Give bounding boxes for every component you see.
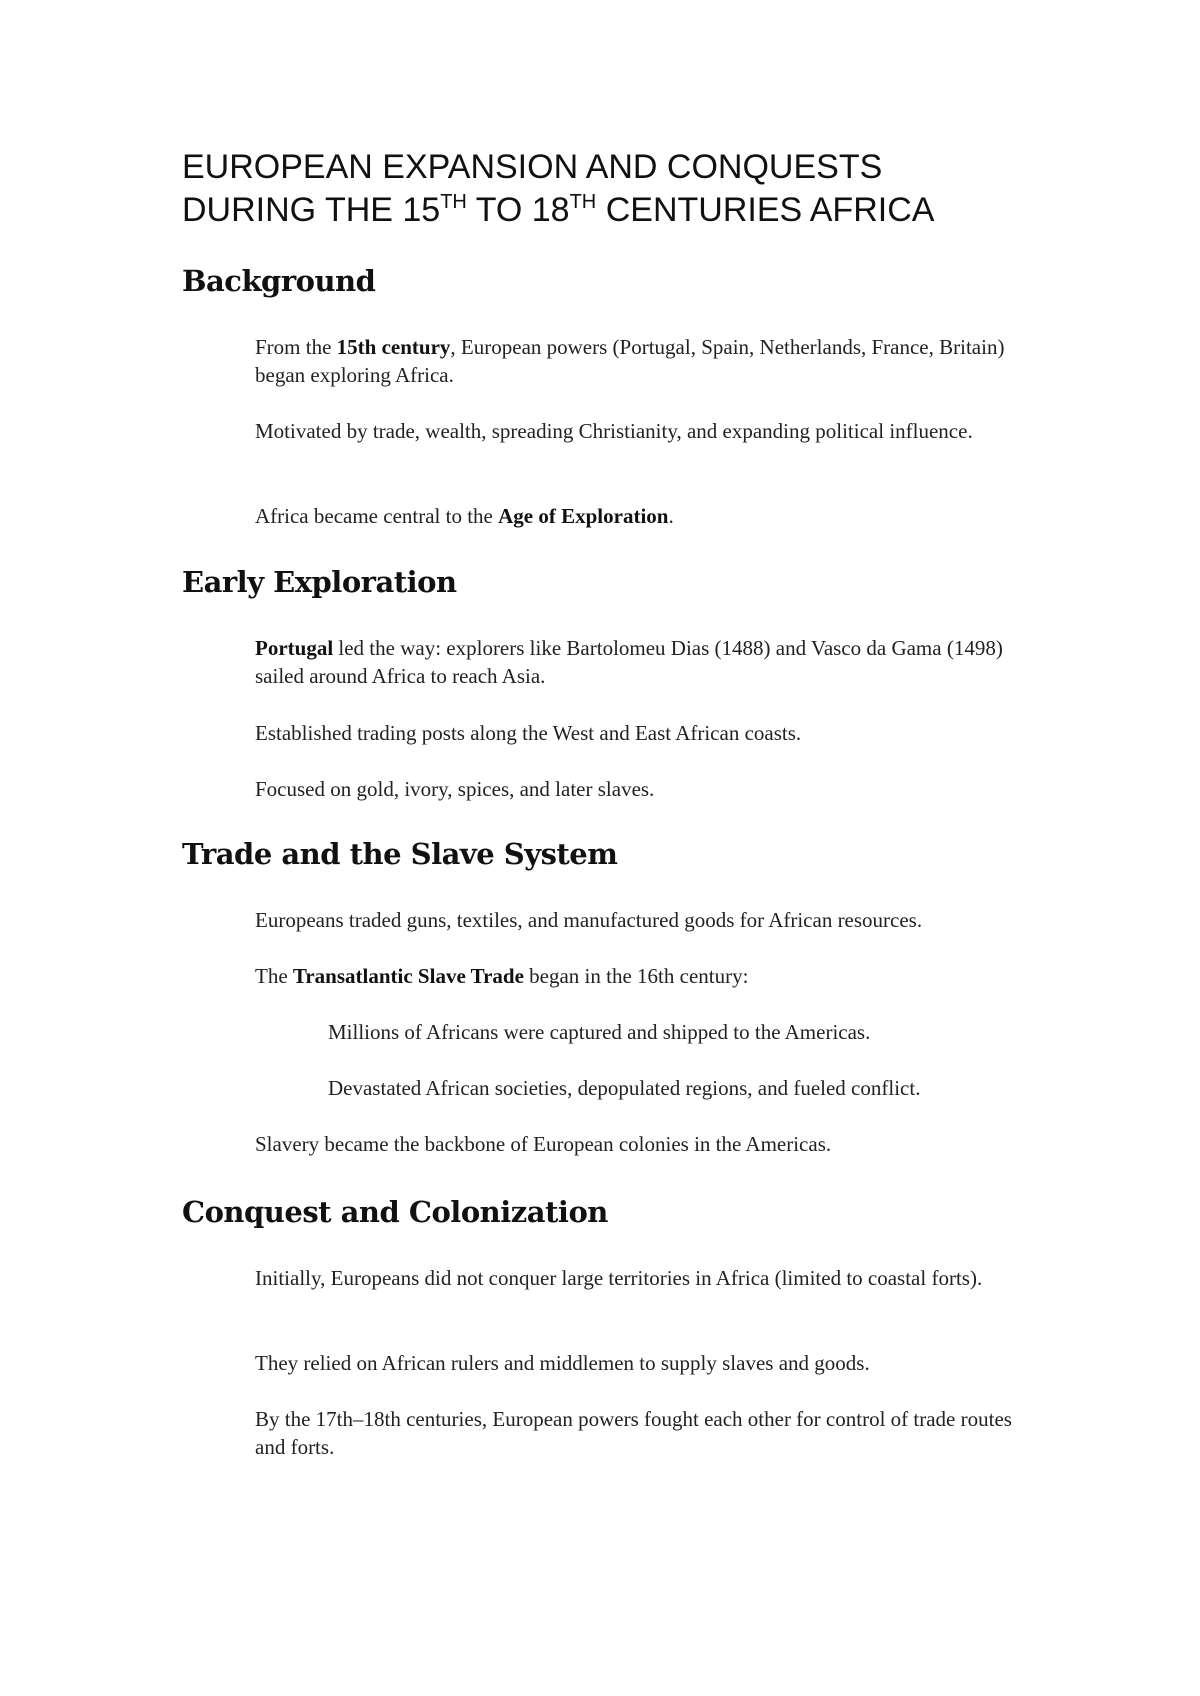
text-run: . <box>668 504 674 528</box>
text-run: began in the 16th century: <box>523 964 749 988</box>
section-early-exploration <box>182 563 1082 801</box>
paragraph-indented: Devastated African societies, depopulated regions, and fueled conflict. <box>328 1076 921 1100</box>
section-trade-slave-system <box>182 835 1082 1156</box>
section-background <box>182 262 1082 528</box>
paragraph: By the 17th–18th centuries, European powers fought each other for control of trade routes and forts. <box>255 1407 1012 1459</box>
paragraph <box>255 502 1045 530</box>
title-line-2c: CENTURIES AFRICA <box>596 191 935 229</box>
bold-text: Age of Exploration <box>498 504 669 528</box>
title-line-2b: TO 18 <box>466 191 570 229</box>
paragraph: Slavery became the backbone of European colonies in the Americas. <box>255 1132 832 1156</box>
paragraph: They relied on African rulers and middlemen to supply slaves and goods. <box>255 1351 870 1375</box>
paragraph <box>255 634 1045 690</box>
paragraph: Focused on gold, ivory, spices, and later slaves. <box>255 777 655 801</box>
section-heading-background: Background <box>182 264 376 298</box>
title-line-2a: DURING THE 15 <box>182 191 441 229</box>
section-conquest-colonization <box>182 1193 1082 1459</box>
bold-text: Portugal <box>255 636 334 660</box>
text-run: Africa became central to the <box>255 504 499 528</box>
paragraph-indented: Millions of Africans were captured and shipped to the Americas. <box>328 1020 871 1044</box>
text-run: led the way: explorers like Bartolomeu Dias (1488) and Vasco da Gama (1498) sailed around Africa to reach Asia. <box>255 636 1003 688</box>
paragraph <box>255 962 1045 990</box>
text-run: , European powers (Portugal, Spain, Netherlands, France, Britain) began exploring Africa. <box>255 335 1005 387</box>
section-heading-trade: Trade and the Slave System <box>182 837 618 871</box>
title-line-1: EUROPEAN EXPANSION AND CONQUESTS <box>182 148 883 186</box>
title-superscript-1: TH <box>440 191 467 213</box>
document-title <box>182 146 1082 232</box>
bold-text: 15th century <box>336 335 451 359</box>
text-run: From the <box>255 335 337 359</box>
paragraph: Europeans traded guns, textiles, and manufactured goods for African resources. <box>255 908 923 932</box>
text-run: The <box>255 964 293 988</box>
section-heading-early-exploration: Early Exploration <box>182 565 457 599</box>
section-heading-conquest: Conquest and Colonization <box>182 1195 608 1229</box>
bold-text: Transatlantic Slave Trade <box>292 964 524 988</box>
paragraph: Motivated by trade, wealth, spreading Christianity, and expanding political influence. <box>255 419 973 443</box>
paragraph: Established trading posts along the West and East African coasts. <box>255 721 802 745</box>
paragraph: Initially, Europeans did not conquer large territories in Africa (limited to coastal forts). <box>255 1266 983 1290</box>
title-superscript-2: TH <box>569 191 597 213</box>
paragraph <box>255 333 1045 389</box>
